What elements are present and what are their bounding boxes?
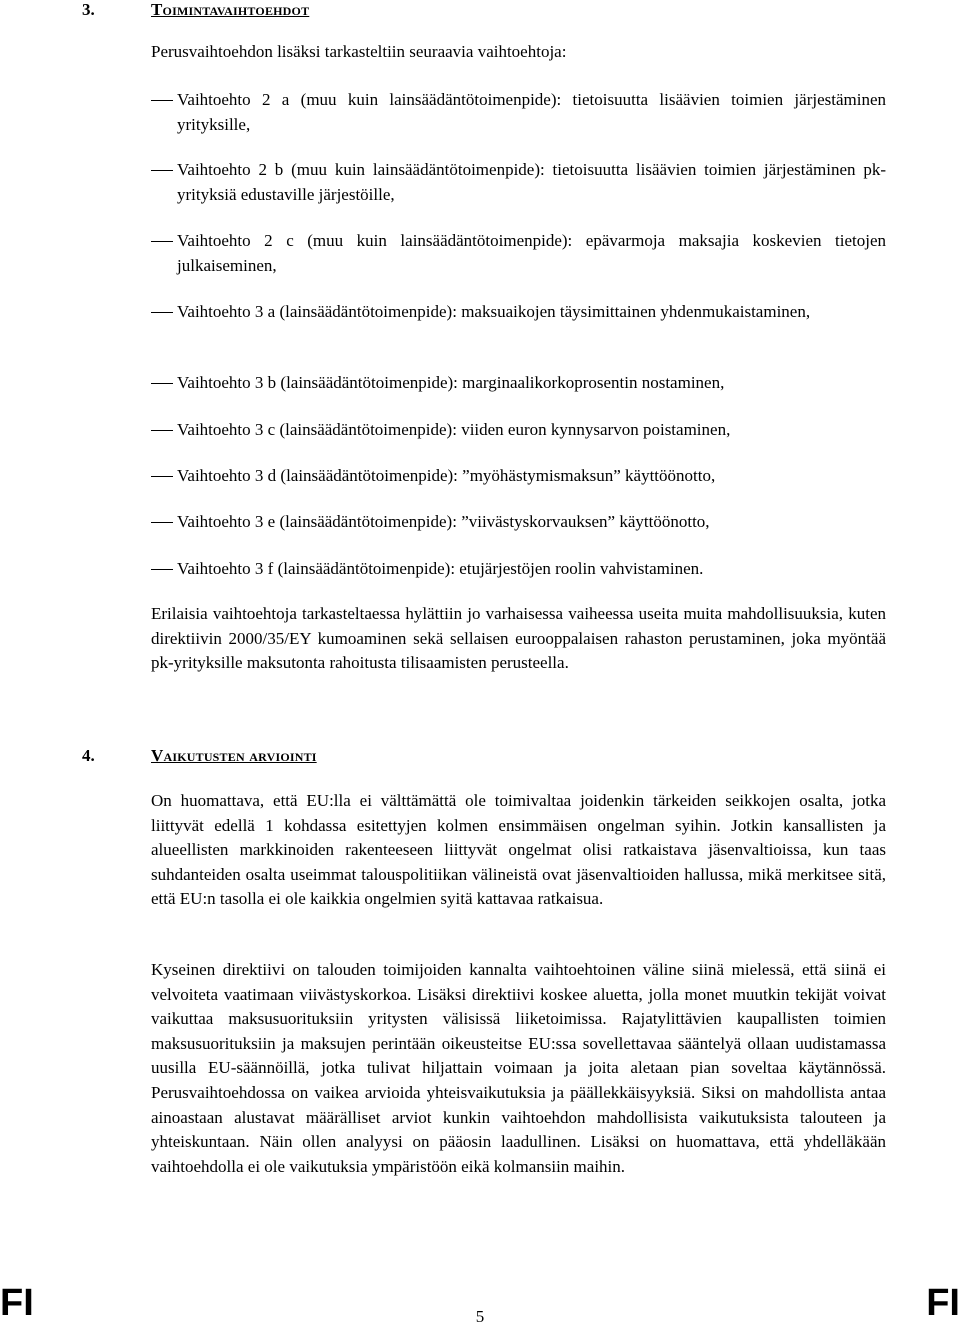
page-number: 5 (475, 1307, 485, 1326)
option-text: Vaihtoehto 3 d (lainsäädäntötoimenpide): ”myöhästymismaksun” käyttöönotto, (177, 466, 716, 485)
dash-bullet-icon (151, 476, 173, 477)
option-text: Vaihtoehto 2 b (muu kuin lainsäädäntötoimenpide): tietoisuutta lisäävien toimien järjestäminen pk-yrityksiä edustaville järjestöille, (177, 160, 886, 204)
section-4-paragraph-2: Kyseinen direktiivi on talouden toimijoiden kannalta vaihtoehtoinen väline siinä mielessä, että siinä ei velvoiteta vaatimaan viivästyskorkoa. Lisäksi direktiivi koskee aluetta, jolla monet muutkin tekijät voivat vaikuttaa maksusuorituksiin yritysten välisissä liiketoimissa. Rajatylittävien kaupallisten toimien maksusuorituksiin ja maksujen perintään oikeusteitse EU:ssa sovellettavaa sääntelyä ollaan uudistamassa uusilla EU-säännöillä, jotka tulivat hiljattain voimaan ja joita aletaan pian soveltaa käytännössä. Perusvaihtoehdossa on vaikea arvioida yhteisvaikutuksia ja päällekkäisyyksiä. Siksi on mahdollista antaa ainoastaan alustavat määrälliset arviot kunkin vaihtoehdon mahdollisista vaikutuksista talouteen ja yhteiskuntaan. Näin ollen analyysi on pääosin laadullinen. Lisäksi on huomattava, että yhdelläkään vaihtoehdolla ei ole vaikutuksia ympäristöön eikä kolmansiin maihin. (151, 960, 886, 1176)
option-text: Vaihtoehto 2 a (muu kuin lainsäädäntötoimenpide): tietoisuutta lisäävien toimien järjestäminen yrityksille, (177, 90, 886, 134)
section-3-intro: Perusvaihtoehdon lisäksi tarkasteltiin seuraavia vaihtoehtoja: (151, 42, 567, 61)
dash-bullet-icon (151, 522, 173, 523)
section-4-number: 4. (82, 746, 95, 765)
section-4-heading (82, 746, 582, 768)
option-text: Vaihtoehto 3 f (lainsäädäntötoimenpide): etujärjestöjen roolin vahvistaminen. (177, 559, 704, 578)
option-text: Vaihtoehto 3 a (lainsäädäntötoimenpide): maksuaikojen täysimittainen yhdenmukaistaminen, (177, 302, 811, 321)
option-text: Vaihtoehto 3 b (lainsäädäntötoimenpide): marginaalikorkoprosentin nostaminen, (177, 373, 725, 392)
section-3-closing: Erilaisia vaihtoehtoja tarkasteltaessa hylättiin jo varhaisessa vaiheessa useita muita mahdollisuuksia, kuten direktiivin 2000/35/EY kumoaminen sekä sellaisen eurooppalaisen rahaston perustaminen, joka myöntää pk-yrityksille maksutonta rahoitusta tilisaamisten perusteella. (151, 604, 886, 673)
dash-bullet-icon (151, 383, 173, 384)
section-4-title: Vaikutusten arviointi (151, 746, 317, 765)
dash-bullet-icon (151, 569, 173, 570)
option-text: Vaihtoehto 3 e (lainsäädäntötoimenpide): ”viivästyskorvauksen” käyttöönotto, (177, 512, 710, 531)
section-3-number: 3. (82, 0, 95, 19)
option-text: Vaihtoehto 2 c (muu kuin lainsäädäntötoimenpide): epävarmoja maksajia koskevien tietojen julkaiseminen, (177, 231, 886, 275)
section-3-title: Toimintavaihtoehdot (151, 0, 310, 19)
dash-bullet-icon (151, 430, 173, 431)
section-4-paragraph-1: On huomattava, että EU:lla ei välttämättä ole toimivaltaa joidenkin tärkeiden seikkojen osalta, jotka liittyvät edellä 1 kohdassa esitettyjen kolmen ensimmäisen ongelman syihin. Jotkin kansallisten ja alueellisten markkinoiden rakenteeseen liittyvät ongelmat olisi ratkaistava jäsenvaltioissa, kun taas suhdanteiden osalta useimmat talouspolitiikan välineistä ovat jäsenvaltioiden hallussa, mikä merkitsee sitä, että EU:n tasolla ei ole kaikkia ongelmien syitä kattavaa ratkaisua. (151, 791, 886, 909)
footer-language-left: FI (0, 1282, 34, 1324)
dash-bullet-icon (151, 241, 173, 242)
option-text: Vaihtoehto 3 c (lainsäädäntötoimenpide): viiden euron kynnysarvon poistaminen, (177, 420, 731, 439)
dash-bullet-icon (151, 312, 173, 313)
dash-bullet-icon (151, 170, 173, 171)
footer-language-right: FI (926, 1282, 960, 1324)
section-3-heading (82, 0, 582, 22)
dash-bullet-icon (151, 100, 173, 101)
